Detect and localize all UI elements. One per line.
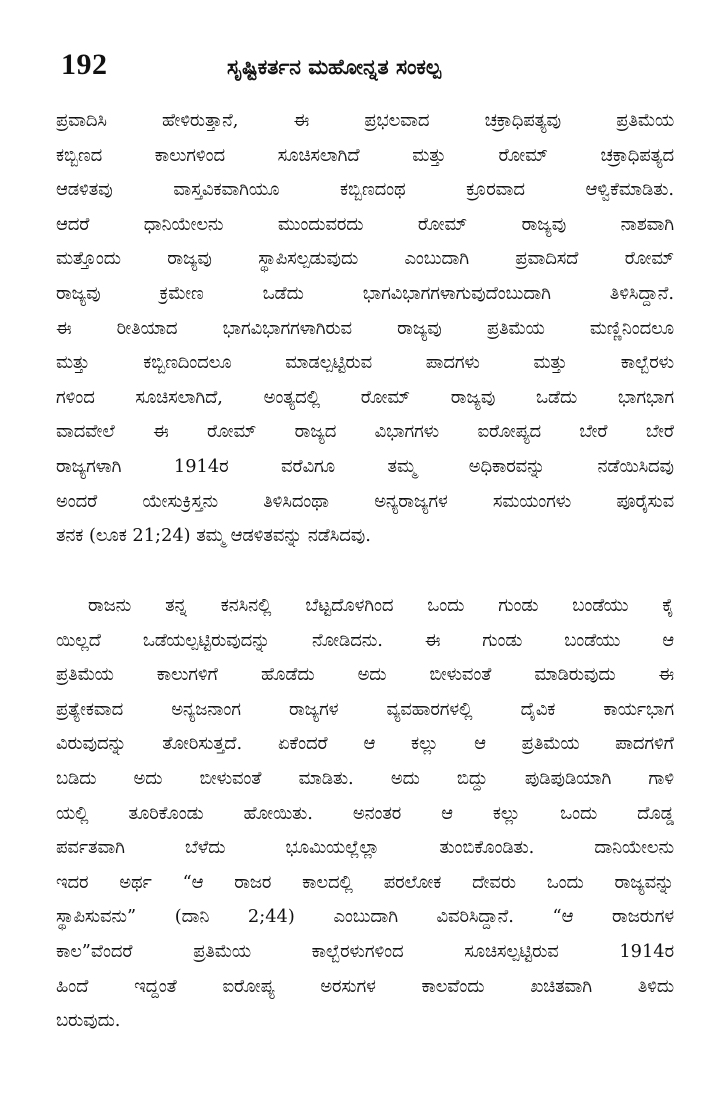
paragraph-1 [56,104,674,554]
text-line: ತನಕ (ಲೂಕ 21;24) ತಮ್ಮ ಆಡಳಿತವನ್ನು ನಡೆಸಿದವು. [56,525,371,547]
page-number: 192 [61,48,108,81]
text-line: ಬಡಿದು ಅದು ಬೀಳುವಂತೆ ಮಾಡಿತು. ಅದು ಬಿದ್ದು ಪುಡಿಪುಡಿಯಾಗಿ ಗಾಳಿ [56,767,674,789]
running-title: ಸೃಷ್ಟಿಕರ್ತನ ಮಹೋನ್ನತ ಸಂಕಲ್ಪ [227,54,442,79]
paragraph-2 [56,589,674,1039]
text-line: ರಾಜ್ಯವು ಕ್ರಮೇಣ ಒಡೆದು ಭಾಗವಿಭಾಗಗಳಾಗುವುದೆಂಬುದಾಗಿ ತಿಳಿಸಿದ್ದಾನೆ. [56,282,674,304]
text-line: ವಾದವೇಲೆ ಈ ರೋಮ್ ರಾಜ್ಯದ ವಿಭಾಗಗಳು ಐರೋಪ್ಯದ ಬೇರೆ ಬೇರೆ [56,421,674,443]
text-line: ಪ್ರತ್ಯೇಕವಾದ ಅನ್ಯಜನಾಂಗ ರಾಜ್ಯಗಳ ವ್ಯವಹಾರಗಳಲ್ಲಿ ದೈವಿಕ ಕಾರ್ಯಭಾಗ [56,698,674,720]
text-line: ಯಲ್ಲಿ ತೂರಿಕೊಂಡು ಹೋಯಿತು. ಅನಂತರ ಆ ಕಲ್ಲು ಒಂದು ದೊಡ್ಡ [56,802,674,824]
text-line: ಸ್ಥಾಪಿಸುವನು” (ದಾನಿ 2;44) ಎಂಬುದಾಗಿ ವಿವರಿಸಿದ್ದಾನೆ. “ಆ ರಾಜರುಗಳ [56,906,674,928]
text-line: ರಾಜ್ಯಗಳಾಗಿ 1914ರ ವರೆವಿಗೂ ತಮ್ಮ ಅಧಿಕಾರವನ್ನು ನಡೆಯಿಸಿದವು [56,455,674,477]
text-line: ಬರುವುದು. [56,1010,121,1032]
text-line: ಕಬ್ಬಿಣದ ಕಾಲುಗಳಿಂದ ಸೂಚಿಸಲಾಗಿದೆ ಮತ್ತು ರೋಮ್ ಚಕ್ರಾಧಿಪತ್ಯದ [56,144,674,166]
text-line: ಹಿಂದೆ ಇದ್ದಂತೆ ಐರೋಪ್ಯ ಅರಸುಗಳ ಕಾಲವೆಂದು ಖಚಿತವಾಗಿ ತಿಳಿದು [56,975,674,997]
text-line: ಪ್ರತಿಮೆಯ ಕಾಲುಗಳಿಗೆ ಹೊಡೆದು ಅದು ಬೀಳುವಂತೆ ಮಾಡಿರುವುದು ಈ [56,664,674,686]
text-line: ಮತ್ತೊಂದು ರಾಜ್ಯವು ಸ್ಥಾಪಿಸಲ್ಪಡುವುದು ಎಂಬುದಾಗಿ ಪ್ರವಾದಿಸದೆ ರೋಮ್ [56,248,674,270]
text-line: ಆದರೆ ಧಾನಿಯೇಲನು ಮುಂದುವರದು ರೋಮ್ ರಾಜ್ಯವು ನಾಶವಾಗಿ [56,213,674,235]
text-line: ಈ ರೀತಿಯಾದ ಭಾಗವಿಭಾಗಗಳಾಗಿರುವ ರಾಜ್ಯವು ಪ್ರತಿಮೆಯ ಮಣ್ಣಿನಿಂದಲೂ [56,317,674,339]
text-line: ವಿರುವುದನ್ನು ತೋರಿಸುತ್ತದೆ. ಏಕೆಂದರೆ ಆ ಕಲ್ಲು ಆ ಪ್ರತಿಮೆಯ ಪಾದಗಳಿಗೆ [56,733,674,755]
text-line: ಪರ್ವತವಾಗಿ ಬೆಳೆದು ಭೂಮಿಯಲ್ಲೆಲ್ಲಾ ತುಂಬಿಕೊಂಡಿತು. ದಾನಿಯೇಲನು [56,837,674,859]
text-line: ಕಾಲ”ವೆಂದರೆ ಪ್ರತಿಮೆಯ ಕಾಲ್ಬೆರಳುಗಳಿಂದ ಸೂಚಿಸಲ್ಪಟ್ಟಿರುವ 1914ರ [56,940,674,962]
text-line: ಮತ್ತು ಕಬ್ಬಿಣದಿಂದಲೂ ಮಾಡಲ್ಪಟ್ಟಿರುವ ಪಾದಗಳು ಮತ್ತು ಕಾಲ್ಬೆರಳು [56,352,674,374]
text-line: ಗಳಿಂದ ಸೂಚಿಸಲಾಗಿದೆ, ಅಂತ್ಯದಲ್ಲಿ ರೋಮ್ ರಾಜ್ಯವು ಒಡೆದು ಭಾಗಭಾಗ [56,386,674,408]
text-line: ಅಂದರೆ ಯೇಸುಕ್ರಿಸ್ತನು ತಿಳಿಸಿದಂಥಾ ಅನ್ಯರಾಜ್ಯಗಳ ಸಮಯಂಗಳು ಪೂರೈಸುವ [56,490,674,512]
page-header [55,44,685,88]
text-line: ಇದರ ಅರ್ಥ “ಆ ರಾಜರ ಕಾಲದಲ್ಲಿ ಪರಲೋಕ ದೇವರು ಒಂದು ರಾಜ್ಯವನ್ನು [56,871,674,893]
text-line: ಯಿಲ್ಲದೆ ಒಡೆಯಲ್ಪಟ್ಟಿರುವುದನ್ನು ನೋಡಿದನು. ಈ ಗುಂಡು ಬಂಡೆಯು ಆ [56,629,674,651]
text-line: ಆಡಳಿತವು ವಾಸ್ತವಿಕವಾಗಿಯೂ ಕಬ್ಬಿಣದಂಥ ಕ್ರೂರವಾದ ಆಳ್ವಿಕೆಮಾಡಿತು. [56,179,674,201]
text-line: ಪ್ರವಾದಿಸಿ ಹೇಳಿರುತ್ತಾನೆ, ಈ ಪ್ರಭಲವಾದ ಚಕ್ರಾಧಿಪತ್ಯವು ಪ್ರತಿಮೆಯ [56,110,674,131]
text-line: ರಾಜನು ತನ್ನ ಕನಸಿನಲ್ಲಿ ಬೆಟ್ಟದೊಳಗಿಂದ ಒಂದು ಗುಂಡು ಬಂಡೆಯು ಕೈ [88,595,674,616]
